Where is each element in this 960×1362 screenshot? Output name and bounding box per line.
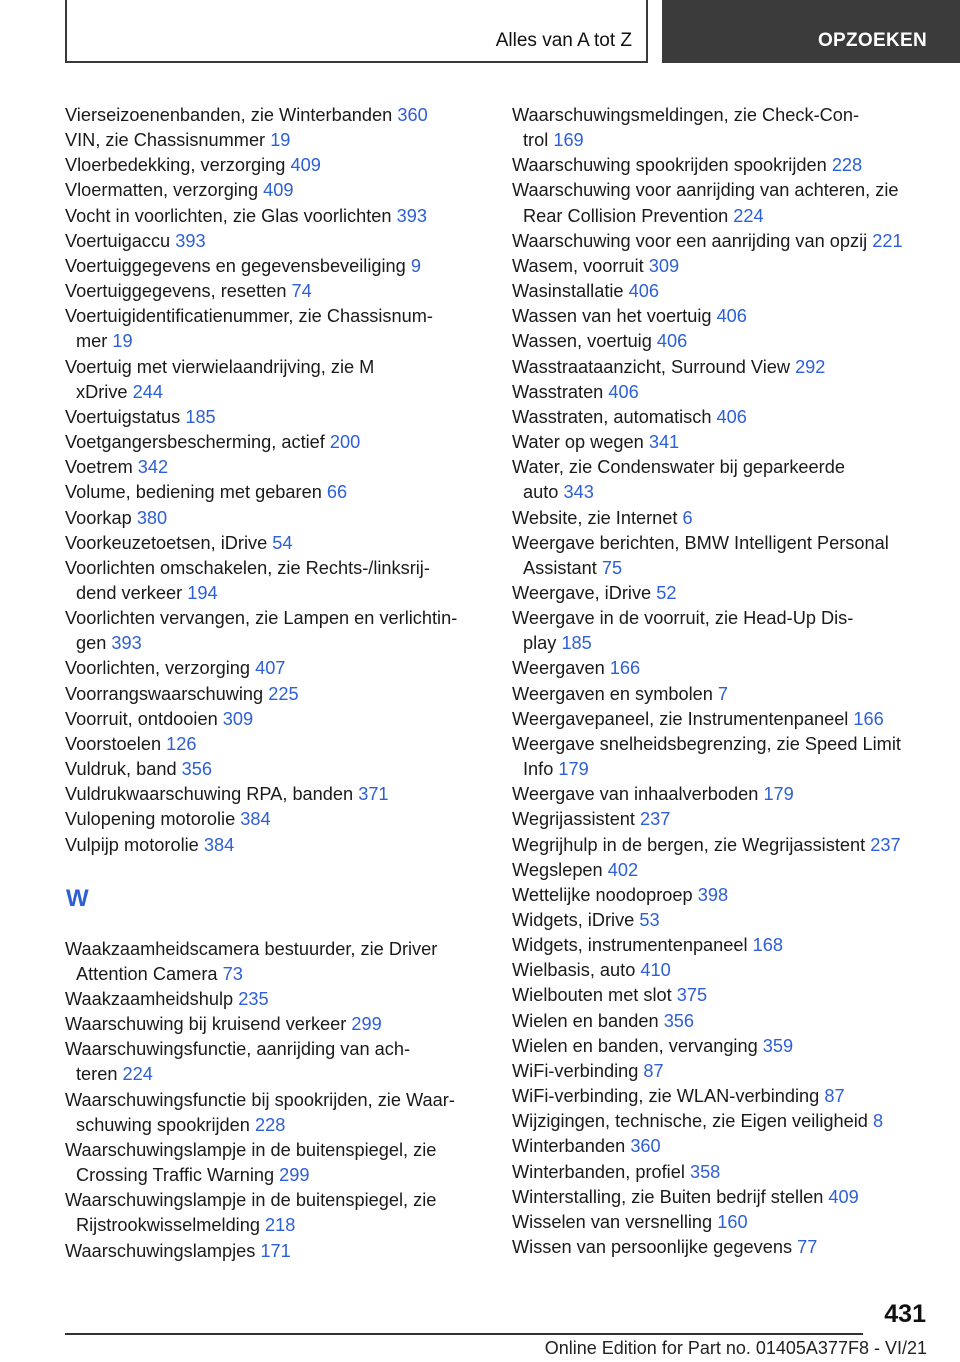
index-entry [65,707,485,732]
index-entry [512,153,932,178]
index-entry-text: xDrive [76,381,128,402]
page-link[interactable]: 166 [609,658,641,679]
index-entry-text: Rear Collision Prevention [523,205,729,226]
index-entry-text: Voertuig met vierwielaandrijving, zie M [65,356,375,377]
index-entry [65,128,485,153]
index-entry-text: Wettelijke noodoproep [512,884,693,905]
page-link[interactable]: 309 [222,708,254,729]
page-link[interactable]: 66 [326,482,348,503]
index-entry-text: Vocht in voorlichten, zie Glas voorlichten [65,205,392,226]
page-link[interactable]: 179 [558,759,589,780]
page-link[interactable]: 409 [828,1186,859,1207]
index-entry-text: WiFi-verbinding [512,1060,639,1081]
index-entry-text: auto [523,482,559,503]
index-entry [512,1235,932,1260]
index-entry-text: Waarschuwingslampjes [65,1240,256,1261]
index-entry [512,254,932,279]
index-group-w [65,937,485,1264]
page-link[interactable]: 393 [175,230,206,251]
index-entry [65,556,485,606]
index-entry-text: Voetgangersbescherming, actief [65,432,325,453]
index-entry-text: Vuldruk, band [65,759,177,780]
index-column-right [512,103,932,1260]
page-link[interactable]: 393 [111,633,142,654]
index-entry-text: Winterbanden, profiel [512,1161,685,1182]
footer-divider [65,1333,863,1335]
index-entry-text: play [523,633,557,654]
page-link[interactable]: 53 [639,910,660,930]
page-link[interactable]: 343 [563,482,594,503]
section-title: Alles van A tot Z [495,30,632,51]
page-link[interactable]: 6 [682,507,693,528]
index-entry [512,405,932,430]
page-link[interactable]: 228 [254,1114,286,1135]
page-link[interactable]: 77 [797,1237,818,1258]
index-entry-text: Wassen van het voertuig [512,306,712,327]
index-entry-text: gen [76,633,107,654]
index-entry [65,732,485,757]
page-link[interactable]: 185 [561,633,592,654]
index-entry [65,229,485,254]
page-link[interactable]: 9 [410,255,421,276]
page-link[interactable]: 185 [185,406,216,427]
index-entry [512,1185,932,1210]
index-entry-text: Volume, bediening met gebaren [65,482,322,503]
index-entry-text: Water op wegen [512,432,644,453]
page-link[interactable]: 406 [608,381,639,402]
page-link[interactable]: 380 [136,507,168,528]
index-entry [65,254,485,279]
index-entry-text: Waarschuwing bij kruisend verkeer [65,1014,347,1035]
index-entry [512,304,932,329]
index-entry-text: Waarschuwingsfunctie, aanrijding van ach- [65,1039,411,1060]
index-entry-text: Assistant [523,557,597,578]
index-entry [65,833,485,858]
index-entry-text: Waarschuwing voor aanrijding van achteren, zie [512,180,899,201]
index-entry-text: Wasstraten, automatisch [512,406,712,427]
index-entry-text: Voertuigidentificatienummer, zie Chassisnum- [65,306,433,327]
index-entry [65,279,485,304]
page-link[interactable]: 398 [697,884,729,905]
index-entry-text: VIN, zie Chassisnummer [65,130,266,151]
page-link[interactable]: 87 [824,1086,845,1107]
index-entry-text: Website, zie Internet [512,507,678,528]
index-entry-text: Weergaven [512,658,605,679]
page-link[interactable]: 393 [396,205,427,226]
index-entry [65,355,485,405]
index-entry [512,656,932,681]
index-entry [512,1084,932,1109]
index-entry [512,506,932,531]
page-link[interactable]: 299 [279,1165,310,1186]
index-entry-text: Attention Camera [76,963,218,984]
page-link[interactable]: 19 [112,331,133,352]
edition-note: Online Edition for Part no. 01405A377F8 - VI/21 [544,1338,927,1358]
index-entry [65,153,485,178]
page-link[interactable]: 171 [260,1240,291,1261]
index-entry-text: Wassen, voertuig [512,331,652,352]
page-link[interactable]: 406 [716,306,747,327]
page-link[interactable]: 237 [640,809,671,830]
page-link[interactable]: 299 [351,1014,382,1035]
index-entry [512,908,932,933]
index-entry-text: Vloermatten, verzorging [65,180,259,201]
index-entry [512,1009,932,1034]
page-link[interactable]: 244 [132,381,163,402]
page-link[interactable]: 356 [663,1010,695,1031]
index-entry [512,858,932,883]
index-entry-text: Wasem, voorruit [512,255,644,276]
page-link[interactable]: 224 [122,1064,153,1085]
page-link[interactable]: 358 [689,1161,721,1182]
index-entry-text: Voorkeuzetoetsen, iDrive [65,532,268,553]
page-link[interactable]: 309 [648,255,680,276]
page-link[interactable]: 168 [752,935,783,956]
index-entry [512,355,932,380]
page-link[interactable]: 384 [240,809,271,830]
index-entry [65,304,485,354]
index-entry-text: Voorstoelen [65,733,162,754]
index-entry [65,782,485,807]
page-link[interactable]: 371 [358,784,389,805]
index-entry-text: Winterbanden [512,1136,626,1157]
page-link[interactable]: 402 [607,859,639,880]
page-link[interactable]: 224 [733,205,764,226]
index-entry-text: Voorruit, ontdooien [65,708,218,729]
index-entry [65,682,485,707]
page-link[interactable]: 375 [676,985,708,1006]
index-entry [65,757,485,782]
page-number: 431 [884,1300,926,1328]
page-link[interactable]: 8 [872,1111,884,1132]
index-entry-text: mer [76,331,108,352]
header-section-box [65,0,648,63]
index-entry-text: Voetrem [65,457,133,478]
index-entry [512,103,932,153]
index-entry-text: Waakzaamheidscamera bestuurder, zie Driver [65,938,438,959]
index-entry-text: schuwing spookrijden [76,1114,250,1135]
index-entry-text: Wegrijhulp in de bergen, zie Wegrijassistent [512,834,866,855]
index-entry-text: Wasstraten [512,381,604,402]
page-link[interactable]: 406 [716,406,747,427]
page-link[interactable]: 218 [265,1215,296,1236]
page-link[interactable]: 75 [601,557,623,578]
page-link[interactable]: 200 [329,432,361,453]
page-link[interactable]: 74 [291,281,312,302]
index-entry-text: trol [523,130,549,151]
index-entry-text: Wasstraataanzicht, Surround View [512,356,790,377]
index-entry [512,958,932,983]
page-link[interactable]: 52 [656,582,677,603]
index-entry-text: Wijzigingen, technische, zie Eigen veiligheid [512,1111,868,1132]
index-entry-text: Weergave in de voorruit, zie Head-Up Dis- [512,608,854,629]
index-entry [65,103,485,128]
index-entry-text: Voorlichten omschakelen, zie Rechts-/linksrij- [65,557,430,578]
page-link[interactable]: 169 [553,130,584,151]
index-entry [512,581,932,606]
page-link[interactable]: 7 [717,683,729,704]
page-link[interactable]: 360 [630,1136,661,1157]
page-link[interactable]: 356 [181,759,212,780]
page-link[interactable]: 19 [270,130,291,151]
page-link[interactable]: 228 [831,155,863,176]
index-letter-heading: W [66,884,89,912]
index-entry [512,983,932,1008]
page-link[interactable]: 406 [628,281,659,302]
index-entry-text: Info [523,759,554,780]
index-entry-text: Waarschuwing spookrijden spookrijden [512,155,827,176]
page-link[interactable]: 54 [272,532,293,553]
index-entry-text: Voertuigaccu [65,230,171,251]
index-entry-text: Weergaven en symbolen [512,683,713,704]
index-entry-text: Vuldrukwaarschuwing RPA, banden [65,784,354,805]
index-entry [65,405,485,430]
index-entry-text: Widgets, instrumentenpaneel [512,935,748,956]
index-entry [65,1088,485,1138]
index-entry-text: Waarschuwingslampje in de buitenspiegel, zie [65,1139,437,1160]
page-link[interactable]: 237 [870,834,901,855]
index-entry-text: Waarschuwingsfunctie bij spookrijden, zie Waar- [65,1089,455,1110]
page-link[interactable]: 225 [268,683,299,704]
page-link[interactable]: 409 [263,180,294,201]
index-entry-text: Vulopening motorolie [65,809,236,830]
index-entry-text: Wielen en banden [512,1010,659,1031]
index-entry-text: Voertuiggegevens, resetten [65,281,287,302]
index-entry [65,1188,485,1238]
index-entry [65,656,485,681]
index-entry-text: Wasinstallatie [512,281,624,302]
index-entry-text: Wegslepen [512,859,603,880]
index-entry-text: Voorrangswaarschuwing [65,683,264,704]
index-entry [512,1210,932,1235]
index-entry-text: Vierseizoenenbanden, zie Winterbanden [65,105,393,125]
index-entry-text: dend verkeer [76,582,183,603]
index-entry-text: Rijstrookwisselmelding [76,1215,260,1236]
index-entry [512,1134,932,1159]
index-entry [512,1109,932,1134]
index-entry [512,933,932,958]
index-entry [65,1239,485,1264]
index-entry-text: Voorlichten, verzorging [65,658,251,679]
index-entry [512,883,932,908]
index-entry [512,707,932,732]
index-entry-text: Wissen van persoonlijke gegevens [512,1237,793,1258]
index-entry [512,606,932,656]
opzoeken-tab-label: OPZOEKEN [817,30,927,51]
index-group-v [65,103,485,858]
index-entry [65,455,485,480]
index-entry [512,380,932,405]
index-entry-text: Waarschuwingslampje in de buitenspiegel, zie [65,1190,437,1211]
index-entry [512,782,932,807]
index-entry [512,1160,932,1185]
index-entry-text: Waarschuwing voor een aanrijding van opzij [512,230,868,251]
page-link[interactable]: 221 [872,230,903,251]
page-link[interactable]: 407 [255,658,286,679]
index-entry-text: Voorkap [65,507,132,528]
index-entry [65,178,485,203]
index-entry [512,1034,932,1059]
page-link[interactable]: 73 [222,963,243,984]
page-link[interactable]: 179 [763,784,794,805]
index-column-left [65,103,485,1264]
index-entry [65,1138,485,1188]
index-entry [512,682,932,707]
index-entry-text: Wielbouten met slot [512,985,672,1006]
index-entry [65,606,485,656]
index-entry-text: WiFi-verbinding, zie WLAN-verbinding [512,1086,820,1107]
index-entry [512,531,932,581]
index-entry [65,480,485,505]
index-entry-text: Water, zie Condenswater bij geparkeerde [512,457,845,478]
index-entry-text: Voertuigstatus [65,406,181,427]
index-entry-text: Vulpijp motorolie [65,834,199,855]
index-entry-text: Weergave berichten, BMW Intelligent Personal [512,532,889,553]
page-link[interactable]: 359 [762,1035,794,1056]
index-entry [512,178,932,228]
index-entry [512,833,932,858]
index-entry-text: Weergavepaneel, zie Instrumentenpaneel [512,708,849,729]
page-link[interactable]: 194 [187,582,218,603]
index-entry-text: Crossing Traffic Warning [76,1165,275,1186]
page-link[interactable]: 409 [290,155,321,176]
index-entry-text: Voorlichten vervangen, zie Lampen en verlichtin- [65,608,458,629]
index-entry-text: Waarschuwingsmeldingen, zie Check-Con- [512,105,860,125]
index-entry [65,1037,485,1087]
page-link[interactable]: 406 [656,331,688,352]
index-entry [512,430,932,455]
index-entry [512,807,932,832]
index-entry-text: Winterstalling, zie Buiten bedrijf stellen [512,1186,824,1207]
index-entry [65,987,485,1012]
page-link[interactable]: 341 [648,432,680,453]
index-entry-text: Weergave snelheidsbegrenzing, zie Speed Limit [512,733,901,754]
index-entry-text: Wegrijassistent [512,809,635,830]
index-entry [65,531,485,556]
page-link[interactable]: 166 [853,708,884,729]
index-entry [512,455,932,505]
index-entry [512,329,932,354]
page-link[interactable]: 410 [640,960,671,981]
index-entry-text: Waakzaamheidshulp [65,989,234,1009]
index-entry-text: Wielbasis, auto [512,960,636,981]
index-entry [512,732,932,782]
page-link[interactable]: 235 [238,989,269,1009]
index-entry [65,430,485,455]
index-entry [65,807,485,832]
page-link[interactable]: 384 [203,834,235,855]
index-entry-text: Vloerbedekking, verzorging [65,155,286,176]
page-link[interactable]: 292 [795,356,826,377]
index-entry [65,204,485,229]
index-entry-text: Wisselen van versnelling [512,1211,713,1232]
index-entry-text: Wielen en banden, vervanging [512,1035,758,1056]
index-entry [512,279,932,304]
page-link[interactable]: 342 [137,457,169,478]
index-entry [65,937,485,987]
index-entry [512,1059,932,1084]
page-link[interactable]: 360 [397,105,428,125]
index-group-w-continued [512,103,932,1260]
index-entry-text: Weergave van inhaalverboden [512,784,759,805]
page-link[interactable]: 160 [717,1211,748,1232]
index-entry-text: Voertuiggegevens en gegevensbeveiliging [65,255,406,276]
index-entry-text: Widgets, iDrive [512,910,635,930]
index-entry-text: teren [76,1064,118,1085]
page-link[interactable]: 126 [166,733,197,754]
index-entry [65,506,485,531]
opzoeken-tab[interactable] [662,0,960,63]
index-entry [65,1012,485,1037]
index-entry-text: Weergave, iDrive [512,582,652,603]
page-link[interactable]: 87 [643,1060,664,1081]
index-entry [512,229,932,254]
